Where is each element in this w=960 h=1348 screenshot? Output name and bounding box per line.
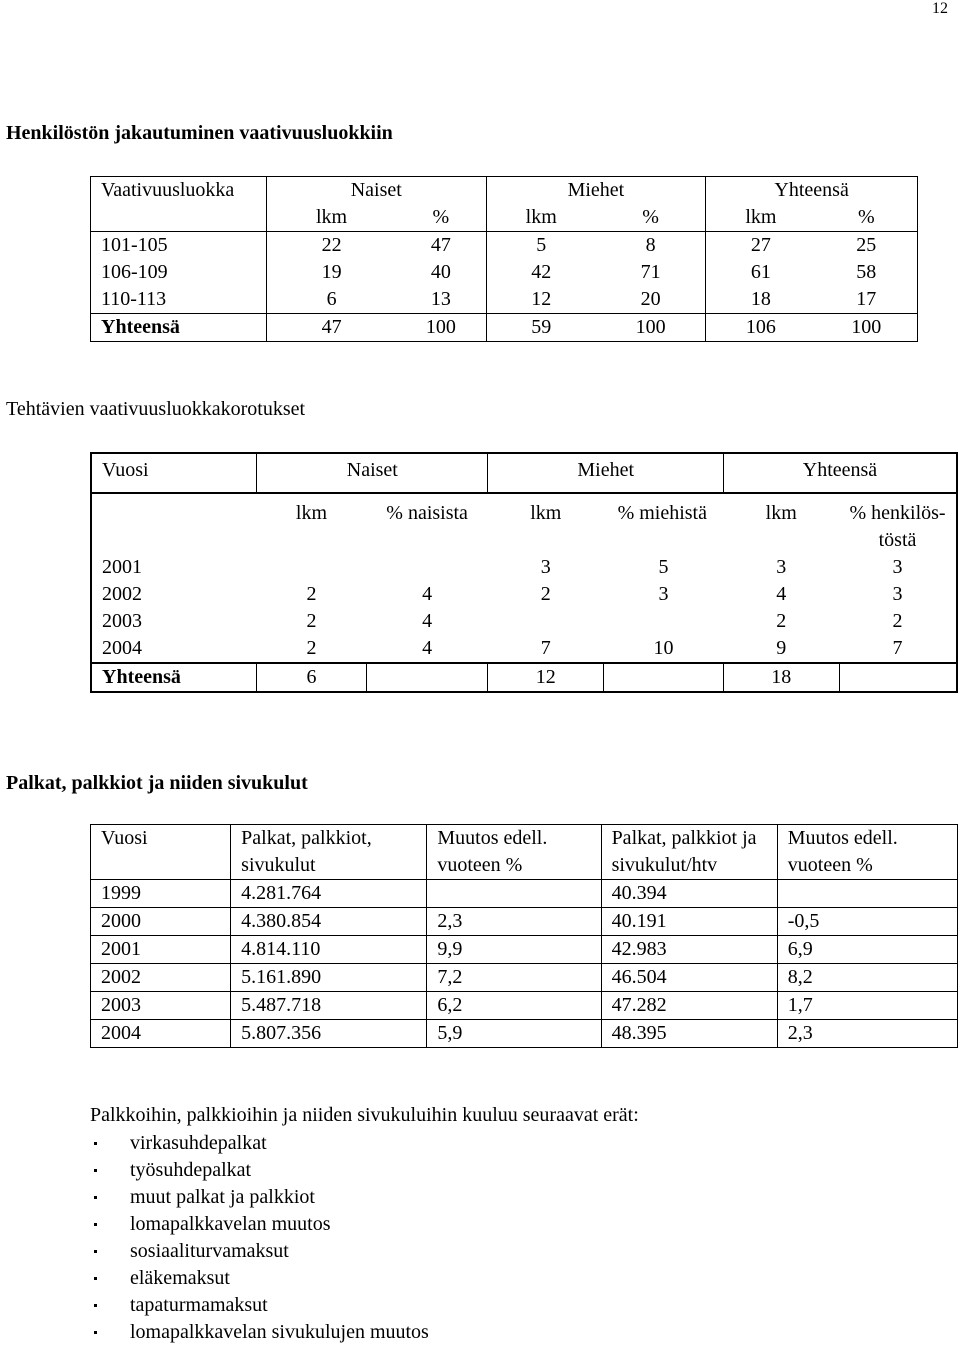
header-text: Muutos edell. vuoteen % [787, 827, 898, 876]
table-cell: 3 [658, 583, 669, 605]
table-cell: 2002 [91, 964, 231, 992]
table-cell: 22 [266, 232, 396, 260]
list-item [90, 1238, 429, 1265]
bullet-icon [94, 1331, 97, 1334]
table-cell: 3 [540, 556, 551, 578]
subheader-cell: lkm [530, 502, 562, 524]
list-item [90, 1130, 429, 1157]
list-item-label: virkasuhdepalkat [130, 1132, 267, 1154]
table-row [91, 908, 958, 936]
table-row [91, 992, 958, 1020]
header-cell [777, 825, 957, 880]
bullet-icon [94, 1277, 97, 1280]
table-cell: 46.504 [601, 964, 777, 992]
header-cell: Miehet [488, 453, 723, 493]
table-cell: 19 [266, 259, 396, 286]
bullet-icon [94, 1169, 97, 1172]
table-cell: 4.380.854 [231, 908, 427, 936]
header-cell: Naiset [257, 453, 488, 493]
table-cell: 7 [540, 637, 551, 659]
table-cell: 4 [422, 637, 433, 659]
table-cell: 1999 [91, 880, 231, 908]
subheader-cell: lkm [486, 204, 596, 232]
header-text: Palkat, palkkiot ja sivukulut/htv [611, 827, 757, 876]
table-cell: 5.487.718 [231, 992, 427, 1020]
table-cell: 106-109 [101, 261, 168, 283]
table-row [91, 554, 957, 581]
table-row [91, 259, 918, 286]
subheader-cell: % naisista [386, 502, 468, 524]
table-cell: 110-113 [101, 288, 167, 310]
table-cell: 5,9 [427, 1020, 601, 1048]
table-row [91, 608, 957, 635]
table-subheader-row [91, 204, 918, 232]
table-cell: 47 [266, 314, 396, 342]
table-cell: 9,9 [427, 936, 601, 964]
header-cell: Yhteensä [723, 453, 957, 493]
table-cell: 6 [266, 286, 396, 314]
header-cell: Naiset [266, 177, 486, 205]
subheader-cell: lkm [765, 502, 797, 524]
table-row [91, 1020, 958, 1048]
table-cell: 100 [396, 314, 486, 342]
list-item-label: sosiaaliturvamaksut [130, 1240, 289, 1262]
table-row [91, 581, 957, 608]
header-cell: Vuosi [91, 453, 257, 493]
table-cell: 1,7 [777, 992, 957, 1020]
table-cell: Yhteensä [91, 663, 257, 692]
subheader-text: % henkilös-töstä [849, 502, 946, 551]
table-cell [604, 608, 724, 635]
table-cell: 7,2 [427, 964, 601, 992]
table-cell: 9 [776, 637, 787, 659]
subheader-cell: % [596, 204, 706, 232]
subheader-cell: % miehistä [617, 502, 707, 524]
subheader-cell: % [396, 204, 486, 232]
table-cell: 47 [430, 234, 451, 256]
table-cell: 2 [776, 610, 787, 632]
table-cell: 12 [488, 663, 604, 692]
header-cell: Yhteensä [706, 177, 918, 205]
list-item-label: lomapalkkavelan muutos [130, 1213, 331, 1235]
table-cell: 2004 [102, 637, 142, 659]
table-cell: 4 [422, 610, 433, 632]
table-cell: -0,5 [777, 908, 957, 936]
list-item [90, 1157, 429, 1184]
table-cell: 4 [776, 583, 787, 605]
table-cell: 2001 [102, 556, 142, 578]
table-cell: 3 [776, 556, 787, 578]
table-cell: 59 [486, 314, 596, 342]
subheader-cell [839, 493, 957, 554]
table-cell: 13 [430, 288, 451, 310]
table-cell: 10 [653, 637, 674, 659]
list-item-label: muut palkat ja palkkiot [130, 1186, 315, 1208]
table-cell: 2 [892, 610, 903, 632]
table-cell: 40.191 [601, 908, 777, 936]
table-cell: 5 [658, 556, 669, 578]
table-cell: 20 [640, 288, 661, 310]
list-item-label: tapaturmamaksut [130, 1294, 268, 1316]
bullet-icon [94, 1142, 97, 1145]
table-row [91, 232, 918, 260]
bullet-icon [94, 1304, 97, 1307]
table-cell: 2 [306, 637, 317, 659]
table-row [91, 635, 957, 663]
table-cell: 71 [640, 261, 661, 283]
table-cell: 61 [706, 259, 816, 286]
table-cell: 40 [430, 261, 451, 283]
vaativuusluokka-table [90, 176, 918, 342]
table-row [91, 880, 958, 908]
table-cell [488, 608, 604, 635]
table-cell: 4.281.764 [231, 880, 427, 908]
table-cell: 2 [540, 583, 551, 605]
section-title-korotukset: Tehtävien vaativuusluokkakorotukset [6, 398, 306, 420]
table-cell: 2,3 [777, 1020, 957, 1048]
subheader-cell: lkm [295, 502, 328, 524]
table-total-row [91, 314, 918, 342]
korotukset-table [90, 452, 958, 693]
table-cell: 47.282 [601, 992, 777, 1020]
table-row [91, 964, 958, 992]
header-cell [427, 825, 601, 880]
table-cell: 2,3 [427, 908, 601, 936]
list-item-label: lomapalkkavelan sivukulujen muutos [130, 1321, 429, 1343]
table-cell: 5.161.890 [231, 964, 427, 992]
header-text: Palkat, palkkiot, sivukulut [241, 827, 372, 876]
section-title-palkat: Palkat, palkkiot ja niiden sivukulut [6, 772, 308, 794]
table-cell: 5 [486, 232, 596, 260]
bullet-icon [94, 1250, 97, 1253]
table-cell: 40.394 [601, 880, 777, 908]
table-header-row [91, 453, 957, 493]
table-cell: 4.814.110 [231, 936, 427, 964]
table-cell [777, 880, 957, 908]
table-header-row [91, 177, 918, 205]
table-cell: 2003 [91, 992, 231, 1020]
table-cell: 2003 [102, 610, 142, 632]
table-cell: 101-105 [101, 234, 168, 256]
table-cell: 25 [856, 234, 877, 256]
section-title-vaativuusluokat: Henkilöstön jakautuminen vaativuusluokkiin [6, 122, 393, 144]
table-cell: 4 [422, 583, 433, 605]
subheader-cell: lkm [266, 204, 396, 232]
bullet-icon [94, 1223, 97, 1226]
table-cell: 106 [706, 314, 816, 342]
list-item-label: työsuhdepalkat [130, 1159, 252, 1181]
table-cell: 42.983 [601, 936, 777, 964]
subheader-cell: % [816, 204, 918, 232]
table-row [91, 286, 918, 314]
table-cell: 2 [306, 610, 317, 632]
table-total-row [91, 663, 957, 692]
subheader-cell: lkm [706, 204, 816, 232]
table-cell: 18 [706, 286, 816, 314]
list-intro: Palkkoihin, palkkioihin ja niiden sivukuluihin kuuluu seuraavat erät: [90, 1104, 639, 1126]
header-text: Muutos edell. vuoteen % [437, 827, 548, 876]
table-cell: 2000 [91, 908, 231, 936]
table-cell: 17 [856, 288, 877, 310]
list-item [90, 1292, 429, 1319]
table-cell: 6,9 [777, 936, 957, 964]
list-item [90, 1265, 429, 1292]
table-header-row [91, 825, 958, 880]
bullet-icon [94, 1196, 97, 1199]
list-item-label: eläkemaksut [130, 1267, 230, 1289]
table-cell: 2001 [91, 936, 231, 964]
cost-items-list [90, 1130, 429, 1346]
list-item [90, 1319, 429, 1346]
table-cell [257, 554, 367, 581]
table-cell: 2004 [91, 1020, 231, 1048]
header-cell: Vuosi [91, 825, 231, 880]
table-cell: 12 [486, 286, 596, 314]
table-cell: 6,2 [427, 992, 601, 1020]
table-cell: 8 [645, 234, 656, 256]
page-number: 12 [932, 0, 948, 17]
list-item [90, 1211, 429, 1238]
header-cell: Miehet [486, 177, 706, 205]
table-cell: 8,2 [777, 964, 957, 992]
table-cell: 42 [486, 259, 596, 286]
table-row [91, 936, 958, 964]
table-cell: 100 [816, 314, 918, 342]
table-cell: 5.807.356 [231, 1020, 427, 1048]
table-cell: 3 [892, 556, 903, 578]
table-cell: 6 [257, 663, 367, 692]
table-cell [427, 880, 601, 908]
table-cell: 2002 [102, 583, 142, 605]
table-cell: 100 [596, 314, 706, 342]
table-subheader-row [91, 493, 957, 554]
table-cell: 48.395 [601, 1020, 777, 1048]
table-cell: 18 [723, 663, 839, 692]
table-cell: Yhteensä [91, 314, 267, 342]
header-cell: Vaativuusluokka [101, 179, 235, 201]
table-cell: 58 [856, 261, 877, 283]
list-item [90, 1184, 429, 1211]
table-cell: 27 [706, 232, 816, 260]
palkat-table [90, 824, 958, 1048]
table-cell: 2 [306, 583, 317, 605]
table-cell: 3 [892, 583, 903, 605]
header-cell [231, 825, 427, 880]
header-cell [601, 825, 777, 880]
table-cell [366, 554, 488, 581]
table-cell: 7 [892, 637, 903, 659]
